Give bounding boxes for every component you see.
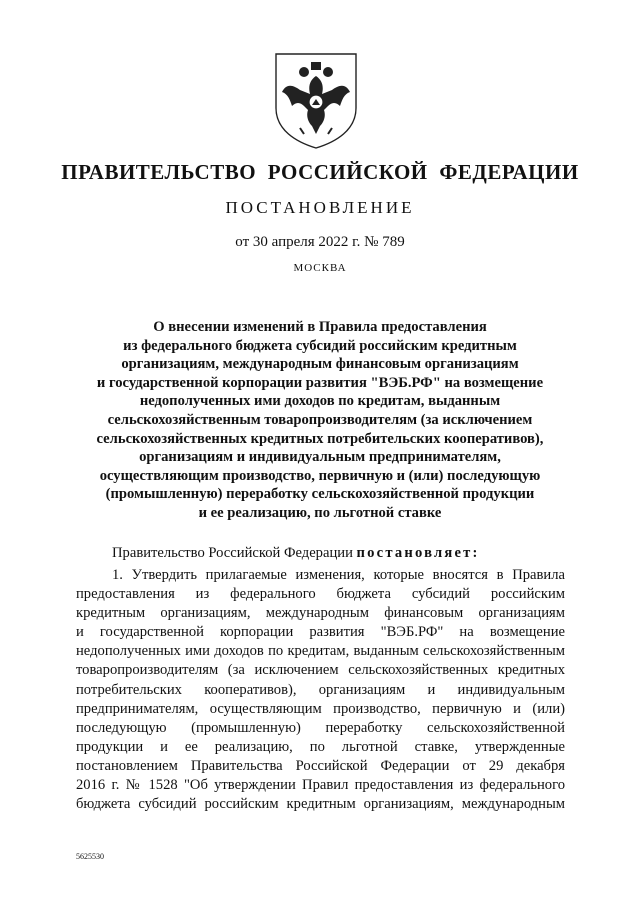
body-line: предоставления из федерального бюджета субсидий российским xyxy=(76,586,565,603)
government-title: ПРАВИТЕЛЬСТВО РОССИЙСКОЙ ФЕДЕРАЦИИ xyxy=(61,160,579,184)
document-date-number: от 30 апреля 2022 г. № 789 xyxy=(235,234,405,250)
document-type: ПОСТАНОВЛЕНИЕ xyxy=(225,198,415,217)
subject-line: и ее реализацию, по льготной ставке xyxy=(198,504,442,521)
body-line: последующую (промышленную) переработку сельскохозяйственной xyxy=(76,719,565,736)
body-line: кредитным организациям, международным финансовым организациям xyxy=(76,605,565,622)
preamble-resolves: постановляет: xyxy=(356,545,480,561)
body-line: недополученных ими доходов по кредитам, выданным сельскохозяйственным xyxy=(76,643,565,660)
body-line: товаропроизводителям (за исключением сельскохозяйственных кредитных xyxy=(76,662,565,679)
body-paragraph xyxy=(76,566,565,814)
body-line: и государственной корпорации развития "ВЭБ.РФ" на возмещение xyxy=(76,624,565,641)
body-line: предпринимателям, осуществляющим производство, первичную и (или) xyxy=(76,700,565,717)
subject-line: осуществляющим производство, первичную и (или) последующую xyxy=(99,467,541,484)
body-line: продукции и ее реализацию, по льготной ставке, утвержденные xyxy=(76,738,565,755)
subject-line: (промышленную) переработку сельскохозяйственной продукции xyxy=(105,486,535,503)
subject-line: и государственной корпорации развития "ВЭБ.РФ" на возмещение xyxy=(96,374,544,391)
preamble xyxy=(112,545,480,562)
subject-line: из федерального бюджета субсидий российским кредитным xyxy=(123,337,517,354)
subject-line: сельскохозяйственным товаропроизводителям (за исключением xyxy=(107,411,533,428)
body-line: потребительских кооперативов), организациям и индивидуальным xyxy=(76,681,565,698)
body-line: 2016 г. № 1528 "Об утверждении Правил предоставления из федерального xyxy=(76,777,565,794)
body-line: 1. Утвердить прилагаемые изменения, которые вносятся в Правила xyxy=(112,567,565,583)
footer-document-code: 5625530 xyxy=(76,852,104,861)
document-city: МОСКВА xyxy=(293,262,347,274)
subject-line: недополученных ими доходов по кредитам, выданным xyxy=(139,393,501,410)
subject-line: О внесении изменений в Правила предоставления xyxy=(153,319,487,335)
subject-line: организациям, международным финансовым организациям xyxy=(121,356,519,373)
body-line: постановлением Правительства Российской Федерации от 29 декабря xyxy=(76,757,565,774)
preamble-text: Правительство Российской Федерации xyxy=(112,545,357,561)
subject-line: сельскохозяйственных кредитных потребительских кооперативов), xyxy=(96,430,544,447)
state-emblem-icon xyxy=(270,50,362,150)
subject-line: организациям и индивидуальным предпринимателям, xyxy=(139,449,501,466)
body-line: бюджета субсидий российским кредитным организациям, международным xyxy=(76,796,565,813)
document-subject xyxy=(60,318,580,523)
